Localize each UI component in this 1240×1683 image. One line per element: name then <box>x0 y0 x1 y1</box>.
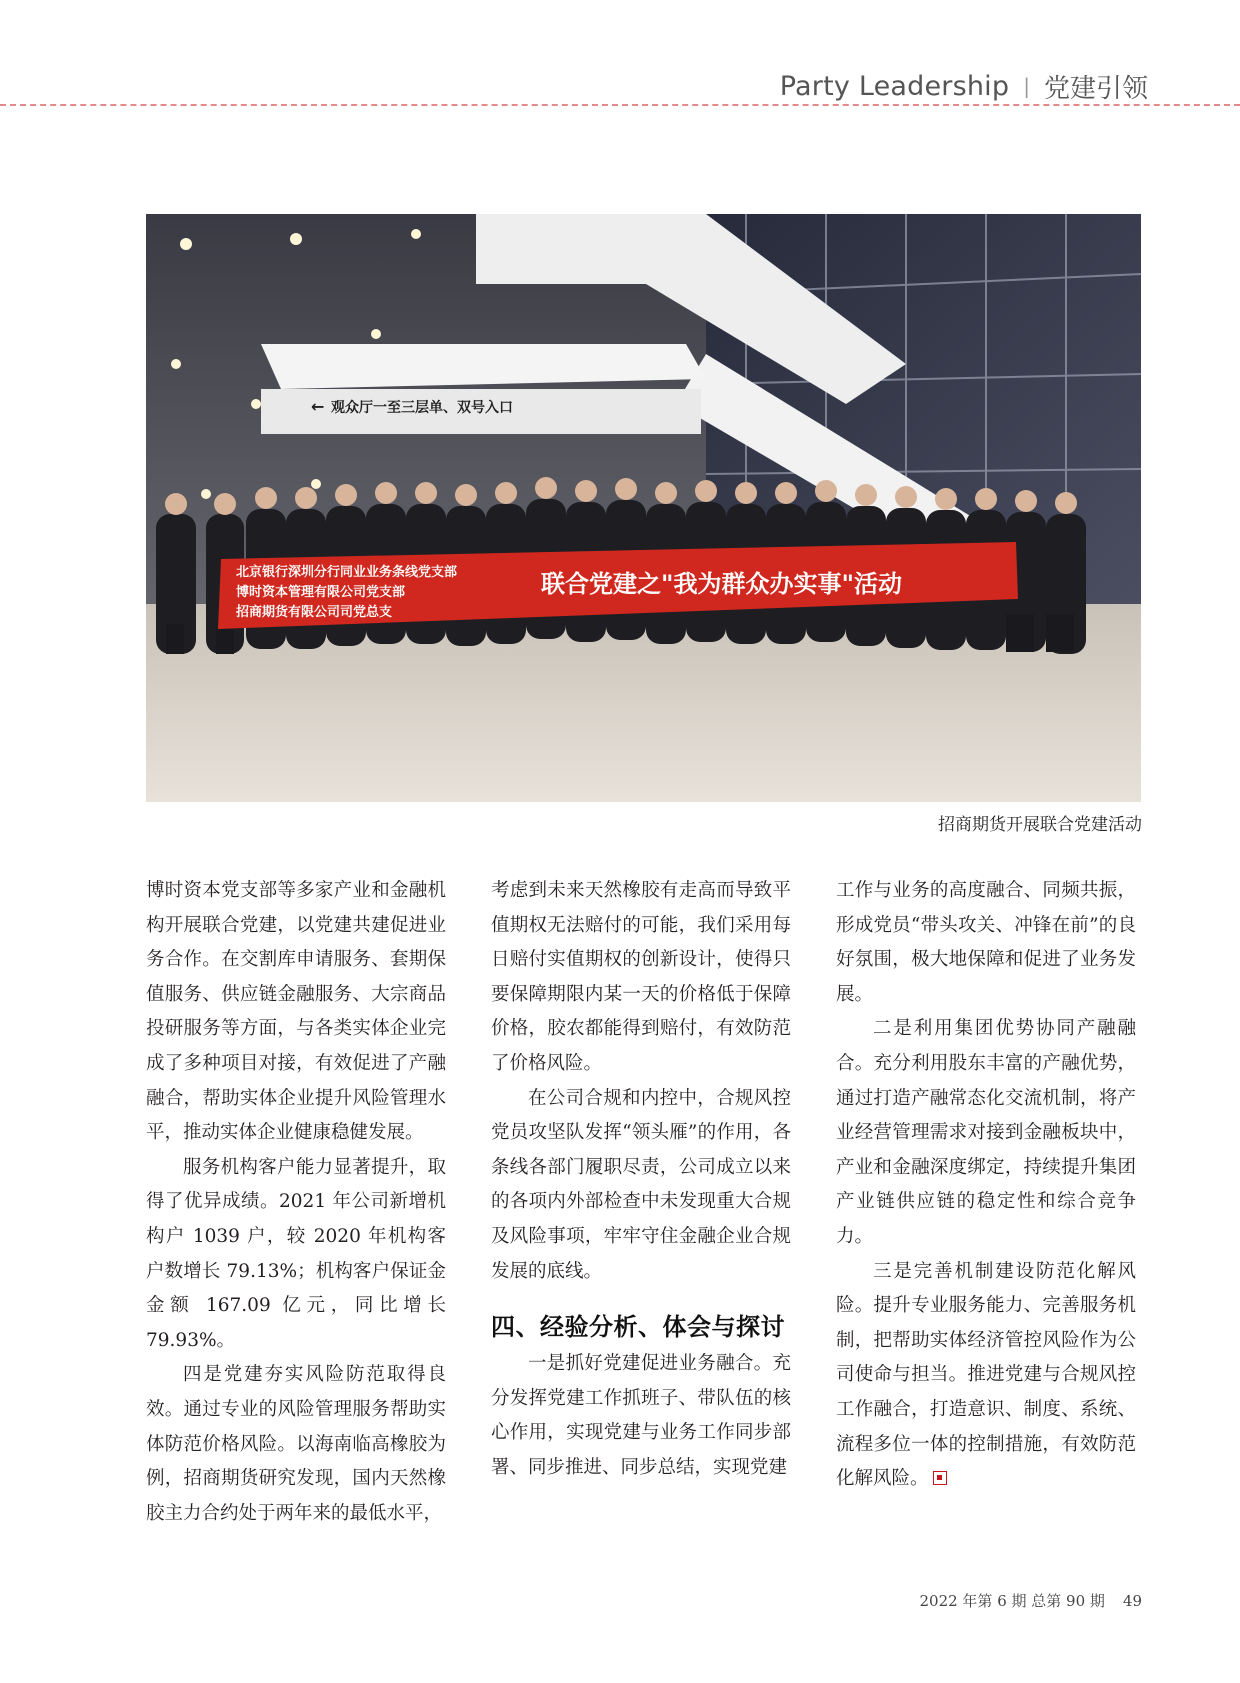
paragraph: 四是党建夯实风险防范取得良效。通过专业的风险管理服务帮助实体防范价格风险。以海南临高橡胶为例，招商期货研究发现，国内天然橡胶主力合约处于两年来的最低水平， <box>146 1364 446 1524</box>
paragraph: 考虑到未来天然橡胶有走高而导致平值期权无法赔付的可能，我们采用每日赔付实值期权的创新设计，使得只要保障期限内某一天的价格低于保障价格，胶农都能得到赔付，有效防范了价格风险。 <box>491 880 791 1074</box>
text-column-3 <box>836 874 1136 1497</box>
banner-title: 联合党建之"我为群众办实事"活动 <box>541 570 903 598</box>
page-header <box>0 0 1240 106</box>
section-title-cn: 党建引领 <box>1043 73 1148 104</box>
paragraph: 二是利用集团优势协同产融融合。充分利用股东丰富的产融优势，通过打造产融常态化交流机制，将产业经营管理需求对接到金融板块中，产业和金融深度绑定，持续提升集团产业链供应链的稳定性和综合竞争力。 <box>836 1018 1136 1247</box>
section-label <box>780 66 1148 106</box>
paragraph: 博时资本党支部等多家产业和金融机构开展联合党建，以党建共建促进业务合作。在交割库申请服务、套期保值服务、供应链金融服务、大宗商品投研服务等方面，与各类实体企业完成了多种项目对接，有效促进了产融融合，帮助实体企业提升风险管理水平，推动实体企业健康稳健发展。 <box>146 880 446 1144</box>
section-heading: 四、经验分析、体会与探讨 <box>491 1313 785 1342</box>
text-column-1 <box>146 874 446 1531</box>
section-title-en: Party Leadership <box>779 70 1010 102</box>
page-number: 49 <box>1122 1592 1142 1610</box>
paragraph: 一是抓好党建促进业务融合。充分发挥党建工作抓班子、带队伍的核心作用，实现党建与业务工作同步部署、同步推进、同步总结，实现党建 <box>491 1353 791 1478</box>
photo-caption: 招商期货开展联合党建活动 <box>938 815 1142 835</box>
paragraph: 工作与业务的高度融合、同频共振，形成党员“带头攻关、冲锋在前”的良好氛围，极大地保障和促进了业务发展。 <box>836 880 1136 1005</box>
svg-text:←: ← <box>311 397 325 416</box>
paragraph: 服务机构客户能力显著提升，取得了优异成绩。2021 年公司新增机构户 1039 户，较 2020 年机构客户数增长 79.13%；机构客户保证金金额 167.09 亿元，同比增长 79.93%。 <box>146 1156 446 1351</box>
page-footer <box>919 1590 1142 1611</box>
paragraph: 在公司合规和内控中，合规风控党员攻坚队发挥“领头雁”的作用，各条线各部门履职尽责，公司成立以来的各项内外部检查中未发现重大合规及风险事项，牢牢守住金融企业合规发展的底线。 <box>491 1087 791 1282</box>
banner-line-1: 北京银行深圳分行同业业务条线党支部 <box>236 565 458 580</box>
paragraph-last <box>836 1255 1136 1497</box>
text-column-2 <box>491 874 791 1486</box>
header-divider <box>0 104 1240 106</box>
banner-line-2: 博时资本管理有限公司党支部 <box>236 585 406 600</box>
paragraph-text: 三是完善机制建设防范化解风险。提升专业服务能力、完善服务机制，把帮助实体经济管控风险作为公司使命与担当。推进党建与合规风控工作融合，打造意识、制度、系统、流程多位一体的控制措施，有效防范化解风险。 <box>836 1260 1136 1490</box>
issue-info: 2022 年第 6 期 总第 90 期 <box>919 1592 1105 1610</box>
end-mark-icon <box>933 1471 947 1485</box>
entrance-sign-text: 观众厅一至三层单、双号入口 <box>331 400 513 416</box>
banner-line-3: 招商期货有限公司司党总支 <box>236 605 393 620</box>
event-photo <box>146 214 1141 802</box>
section-separator: | <box>1023 74 1030 98</box>
